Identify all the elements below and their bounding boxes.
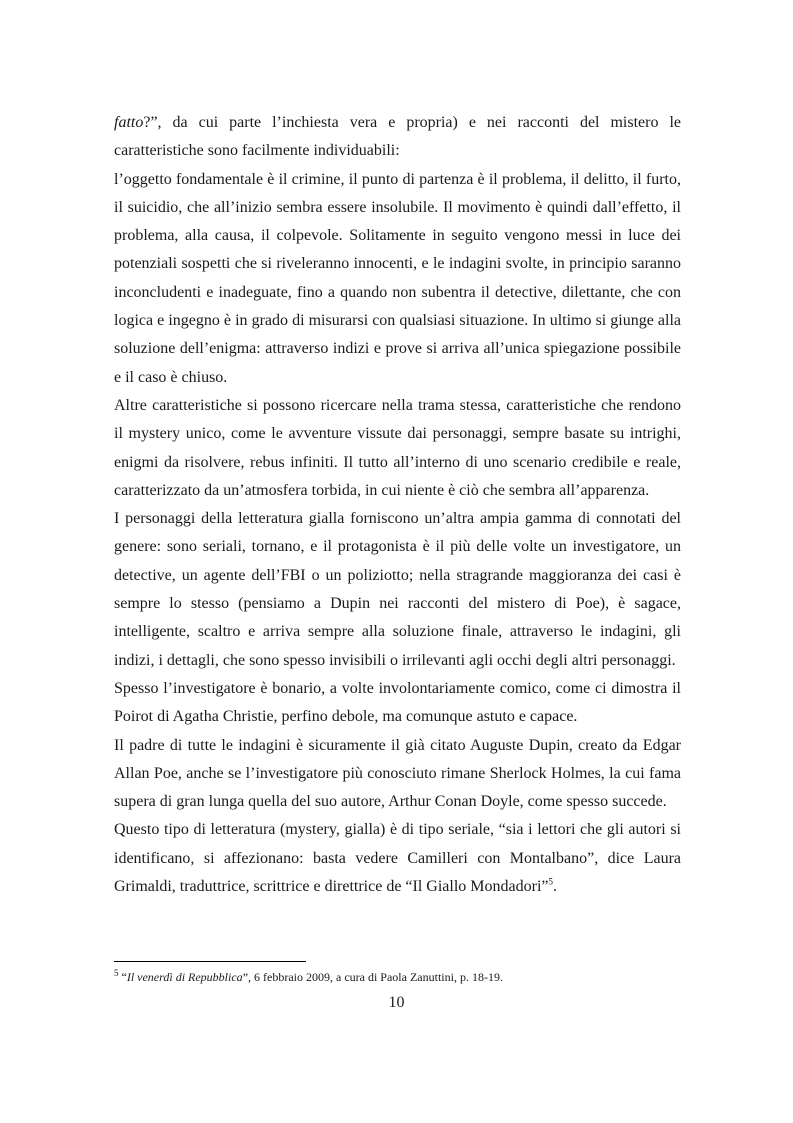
footnote-title: Il venerdì di Repubblica [126, 970, 243, 984]
footnote-divider [114, 961, 306, 962]
paragraph-7 [114, 816, 681, 901]
paragraph-4: I personaggi della letteratura gialla forniscono un’altra ampia gamma di connotati del genere: sono seriali, tornano, e il protagonista è il più delle volte un investigatore, un detective, un agente dell’FBI o un poliziotto; nella stragrande maggioranza dei casi è sempre lo stesso (pensiamo a Dupin nei racconti del mistero di Poe), è sagace, intelligente, scaltro e arriva sempre alla soluzione finale, attraverso le indagini, gli indizi, i dettagli, che sono spesso invisibili o irrilevanti agli occhi degli altri personaggi. [114, 510, 681, 669]
page-number: 10 [388, 994, 405, 1011]
paragraph-5: Spesso l’investigatore è bonario, a volte involontariamente comico, come ci dimostra il Poirot di Agatha Christie, perfino debole, ma comunque astuto e capace. [114, 679, 681, 726]
page-body [114, 109, 681, 901]
paragraph-6: Il padre di tutte le indagini è sicuramente il già citato Auguste Dupin, creato da Edgar Allan Poe, anche se l’investigatore più conosciuto rimane Sherlock Holmes, la cui fama supera di gran lunga quella del suo autore, Arthur Conan Doyle, come spesso succede. [114, 736, 681, 811]
footnote-reference[interactable]: 5 [548, 876, 553, 887]
paragraph-1-text: ?”, da cui parte l’inchiesta vera e propria) e nei racconti del mistero le caratteristiche sono facilmente individuabili: [114, 114, 681, 160]
paragraph-7-text: Questo tipo di letteratura (mystery, gialla) è di tipo seriale, “sia i lettori che gli autori si identificano, si affezionano: basta vedere Camilleri con Montalbano”, dice Laura Grimaldi, traduttrice, scrittrice e direttrice de “Il Giallo Mondadori” [114, 821, 681, 896]
paragraph-3: Altre caratteristiche si possono ricercare nella trama stessa, caratteristiche che rendono il mystery unico, come le avventure vissute dai personaggi, sempre basate su intrighi, enigmi da risolvere, rebus infiniti. Il tutto all’interno di uno scenario credibile e reale, caratterizzato da un’atmosfera torbida, in cui niente è ciò che sembra all’apparenza. [114, 396, 681, 499]
paragraph-7-end: . [553, 878, 557, 896]
paragraph-1-italic: fatto [114, 114, 144, 131]
footnote-open-quote: “ [118, 970, 127, 984]
paragraph-2: l’oggetto fondamentale è il crimine, il punto di partenza è il problema, il delitto, il furto, il suicidio, che all’inizio sembra essere insolubile. Il movimento è quindi dall’effetto, il problema, alla causa, il colpevole. Solitamente in seguito vengono messi in luce dei potenziali sospetti che si riveleranno innocenti, e le indagini svolte, in principio saranno inconcludenti e inadeguate, fino a quando non subentra il detective, dilettante, che con logica e ingegno è in grado di misurarsi con qualsiasi situazione. In ultimo si giunge alla soluzione dell’enigma: attraverso indizi e prove si arriva all’unica spiegazione possibile e il caso è chiuso. [114, 170, 681, 386]
paragraph-1 [114, 109, 681, 166]
footnote-number: 5 [114, 968, 119, 978]
footnote [114, 969, 714, 985]
footnote-text: ”, 6 febbraio 2009, a cura di Paola Zanuttini, p. 18-19. [242, 970, 503, 984]
